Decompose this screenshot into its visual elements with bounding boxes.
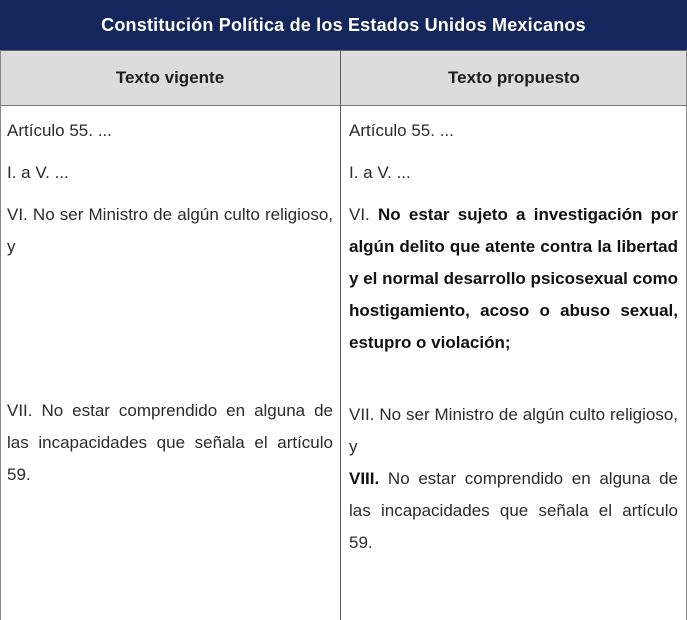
left-fraccion-vi: VI. No ser Ministro de algún culto religioso, y [7, 205, 333, 256]
right-fraccion-vi-numeral: VI. [349, 205, 379, 224]
right-fraccion-viii [349, 463, 678, 559]
table-left-border [0, 50, 1, 620]
left-fracciones-i-v: I. a V. ... [7, 163, 69, 182]
right-fraccion-viii-texto: No estar comprendido en alguna de las incapacidades que señala el artículo 59. [349, 469, 678, 552]
right-fraccion-viii-numeral: VIII. [349, 469, 380, 488]
right-fraccion-vii: VII. No ser Ministro de algún culto religioso, y [349, 405, 678, 456]
left-fraccion-vii: VII. No estar comprendido en alguna de las incapacidades que señala el artículo 59. [7, 401, 333, 484]
right-fraccion-vi-reforma: No estar sujeto a investigación por algún delito que atente contra la libertad y el normal desarrollo psicosexual como hostigamiento, acoso o abuso sexual, estupro o violación; [349, 205, 678, 352]
header-texto-propuesto: Texto propuesto [448, 68, 580, 87]
header-texto-vigente: Texto vigente [115, 68, 225, 87]
column-divider [340, 50, 341, 620]
right-articulo-55: Artículo 55. ... [349, 121, 454, 140]
right-fracciones-i-v: I. a V. ... [349, 163, 411, 182]
header-row [0, 50, 687, 106]
table-title: Constitución Política de los Estados Unidos Mexicanos [0, 0, 687, 50]
left-articulo-55: Artículo 55. ... [7, 121, 112, 140]
right-fraccion-vi [349, 199, 678, 359]
